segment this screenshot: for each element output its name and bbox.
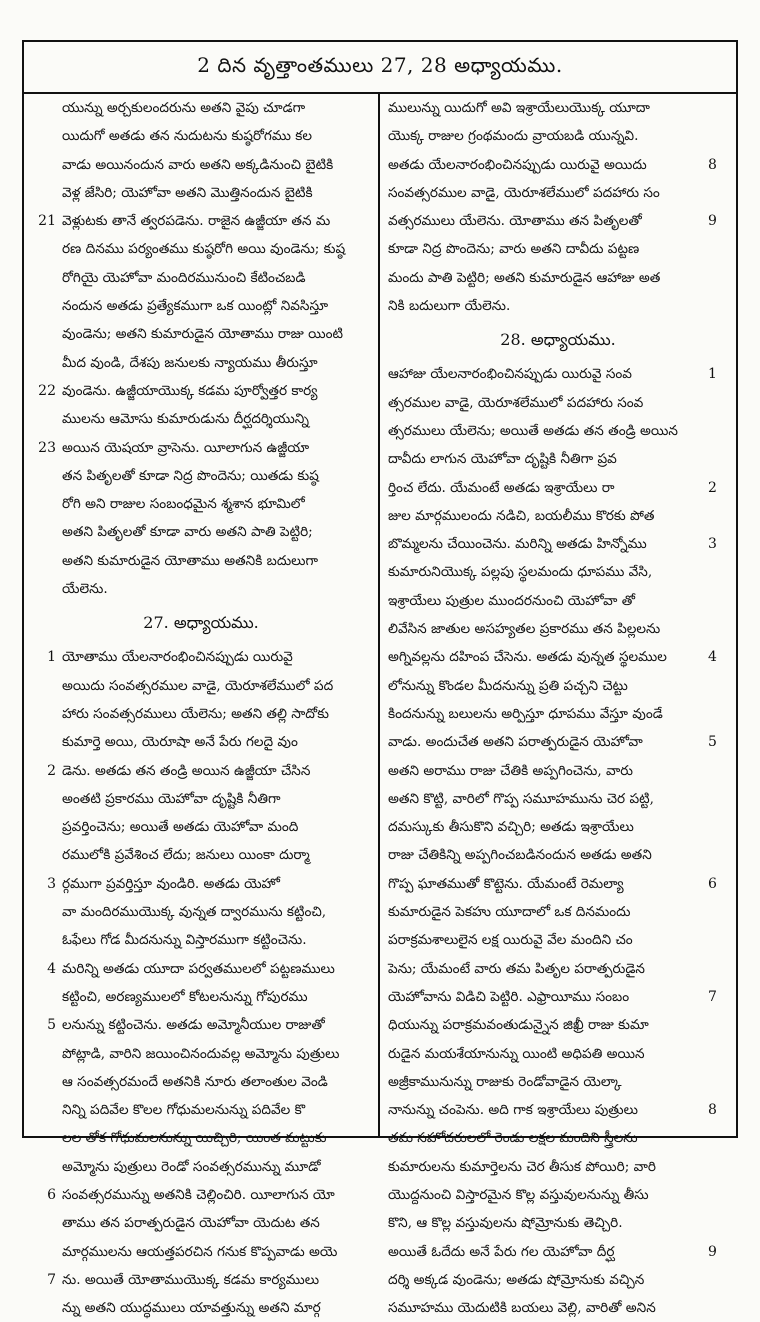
text-line — [388, 530, 728, 558]
line-text: కుమారులను కుమార్తెలను చెర తీసుక పోయిరి; వారి — [388, 1158, 656, 1175]
text-line — [388, 1266, 728, 1294]
line-text: మందు పాతి పెట్టిరి; అతని కుమారుడైన ఆహాజు అత — [388, 269, 661, 286]
text-line — [388, 360, 728, 388]
verse-number: 2 — [47, 762, 56, 779]
verse-number: 4 — [47, 960, 56, 977]
text-line — [388, 389, 728, 417]
text-line — [32, 898, 370, 926]
verse-number: 23 — [38, 439, 56, 456]
text-line — [388, 1040, 728, 1068]
line-text: కిందనున్ను బలులను అర్పిస్తూ ధూపము వేస్తూ వుండే — [388, 705, 663, 722]
line-text: ఇశ్రాయేలు పుత్రుల ముందరనుంచి యెహోవా తో — [388, 592, 636, 609]
text-line — [32, 785, 370, 813]
text-line — [32, 377, 370, 405]
line-text: యోతాము యేలనారంభించినప్పుడు యిరువై — [62, 649, 293, 666]
text-line — [32, 207, 370, 235]
verse-number: 4 — [708, 649, 717, 666]
text-line — [388, 474, 728, 502]
text-line — [388, 1209, 728, 1237]
text-line — [32, 349, 370, 377]
text-line — [32, 1040, 370, 1068]
line-text: అయిదు సంవత్సరముల వాడై, యెరూశలేములో పద — [62, 677, 334, 694]
line-text: సంవత్సరమున్ను అతనికి చెల్లించిరి. యీలాగున యో — [62, 1186, 335, 1203]
text-line — [32, 1181, 370, 1209]
text-line — [388, 122, 728, 150]
line-text: ఆ సంవత్సరమందే అతనికి నూరు తలాంతుల వెండి — [62, 1073, 328, 1090]
line-text: కట్టించి, అరణ్యములలో కోటలనున్ను గోపురము — [62, 988, 308, 1005]
line-text: అజ్రీకామునున్ను రాజుకు రెండోవాడైన యెల్కా — [388, 1073, 622, 1090]
line-text: రోగి అని రాజుల సంబంధమైన శ్మశాన భూమిలో — [62, 496, 305, 513]
line-text: తన పితృలతో కూడా నిద్ర పొందెను; యితడు కుష్ఠ — [62, 467, 319, 484]
text-line — [32, 1238, 370, 1266]
text-line — [32, 1266, 370, 1294]
line-text: ధియున్ను పరాక్రమవంతుడున్నైన జిఖ్రీ రాజు కుమా — [388, 1017, 649, 1034]
line-text: లనున్ను కట్టించెను. అతడు అమ్మోనీయుల రాజుతో — [62, 1017, 325, 1034]
text-line — [32, 870, 370, 898]
text-columns — [24, 92, 736, 1317]
line-text: అతని కొట్టి, వారిలో గొప్ప సమూహమును చెర పట్టి, — [388, 790, 654, 807]
line-text: ఓఫేలు గోడ మీదనున్ను విస్తారముగా కట్టించెను. — [62, 932, 307, 949]
line-text: అతని కుమారుడైన యోతాము అతనికి బదులుగా — [62, 552, 319, 569]
line-text: నానున్ను చంపెను. అది గాక ఇశ్రాయేలు పుత్రులు — [388, 1102, 638, 1119]
text-line — [388, 983, 728, 1011]
line-text: అతని అరాము రాజు చేతికి అప్పగించెను, వారు — [388, 762, 634, 779]
text-line — [32, 1294, 370, 1322]
line-text: పెను; యేమంటే వారు తమ పితృల పరాత్పరుడైన — [388, 960, 645, 977]
text-line — [32, 490, 370, 518]
chapter-heading: 27. అధ్యాయము. — [143, 613, 259, 633]
text-line — [388, 898, 728, 926]
line-text: వెళ్ల జేసిరి; యెహోవా అతని మొత్తినందున బైటికి — [62, 184, 313, 201]
line-text: యిదుగో అతడు తన నుదుటను కుష్ఠరోగము కల — [62, 128, 312, 145]
text-line — [388, 235, 728, 263]
line-text: యొద్దనుంచి విస్తారమైన కొల్ల వస్తువులనున్ను తీసు — [388, 1186, 649, 1203]
line-text: ప్రవర్తించెను; అయితే అతడు యెహోవా మంది — [62, 819, 299, 836]
line-text: కుమార్తె అయి, యెరూషా అనే పేరు గలదై వుం — [62, 734, 298, 751]
line-text: సంవత్సరముల వాడై, యెరూశలేములో పదహారు సం — [388, 184, 660, 201]
line-text: వుండెను. ఉజ్జీయాయొక్క కడమ పూర్వోత్తర కార్య — [62, 382, 318, 399]
line-text: యొక్క రాజుల గ్రంథమందు వ్రాయబడి యున్నవి. — [388, 128, 639, 145]
verse-number: 6 — [708, 875, 717, 892]
text-line — [32, 94, 370, 122]
line-text: గొప్ప ఘాతముతో కొట్టెను. యేమంటే రెమల్యా — [388, 875, 624, 892]
line-text: దర్శి అక్కడ వుండెను; అతడు షోమ్రోనుకు వచ్చిన — [388, 1271, 645, 1288]
text-line — [32, 926, 370, 954]
text-line — [388, 264, 728, 292]
verse-number: 3 — [47, 875, 56, 892]
line-text: లల తోక గోధుమలనున్ను యిచ్చిరి; యింత మట్టుకు — [62, 1130, 327, 1147]
line-text: తమ సహోదరులలో రెండు లక్షల మందిని స్త్రీలను — [388, 1130, 638, 1147]
text-line — [388, 757, 728, 785]
line-text: నందున అతడు ప్రత్యేకముగా ఒక యింట్లో నివసిస్తూ — [62, 298, 329, 315]
line-text: డెను. అతడు తన తండ్రి అయిన ఉజ్జీయా చేసిన — [62, 762, 311, 779]
right-column — [380, 92, 736, 1317]
line-text: త్సరముల వాడై, యెరూశలేములో పదహారు సంవ — [388, 394, 644, 411]
line-text: కూడా నిద్ర పొందెను; వారు అతని దావీదు పట్టణ — [388, 241, 640, 258]
text-line — [32, 235, 370, 263]
line-text: రోగియై యెహోవా మందిరమునుంచి కేటించబడి — [62, 269, 306, 286]
text-line — [388, 1068, 728, 1096]
text-line — [32, 1068, 370, 1096]
text-line — [388, 1294, 728, 1322]
line-text: యేలెను. — [62, 581, 108, 598]
text-line — [388, 1181, 728, 1209]
text-line — [388, 417, 728, 445]
line-text: రాజు చేతికిన్ని అప్పగించబడినందున అతడు అతని — [388, 847, 652, 864]
line-text: పరాక్రమశాలులైన లక్ష యిరువై వేల మందిని చం — [388, 932, 633, 949]
line-text: జుల మార్గములందు నడిచి, బయలీము కొరకు పోత — [388, 507, 655, 524]
text-line — [32, 405, 370, 433]
text-line — [32, 575, 370, 603]
text-line — [388, 700, 728, 728]
line-text: రణ దినము పర్యంతము కుష్ఠరోగి అయి వుండెను; కుష్ఠ — [62, 241, 346, 258]
text-line — [388, 615, 728, 643]
text-line — [32, 264, 370, 292]
running-header — [24, 42, 736, 94]
line-text: వా మందిరముయొక్క వున్నత ద్వారమును కట్టించి, — [62, 904, 327, 921]
verse-number: 1 — [47, 649, 56, 666]
text-line — [32, 547, 370, 575]
text-line — [388, 813, 728, 841]
text-line — [388, 955, 728, 983]
line-text: మరిన్ని అతడు యూదా పర్వతములలో పట్టణములు — [62, 960, 335, 977]
verse-number: 2 — [708, 479, 717, 496]
text-line — [32, 1209, 370, 1237]
text-line — [32, 151, 370, 179]
text-line — [32, 1153, 370, 1181]
line-text: హారు సంవత్సరములు యేలెను; అతని తల్లి సాదోకు — [62, 705, 329, 722]
text-line — [388, 870, 728, 898]
line-text: అయిన యెషయా వ్రాసెను. యీలాగున ఉజ్జీయా — [62, 439, 310, 456]
text-line — [32, 179, 370, 207]
line-text: మీద వుండి, దేశపు జనులకు న్యాయము తీరుస్తూ — [62, 354, 318, 371]
chapter-heading: 28. అధ్యాయము. — [500, 330, 616, 350]
line-text: అయితే ఓదేదు అనే పేరు గల యెహోవా దీర్ఘ — [388, 1243, 615, 1260]
text-line — [32, 320, 370, 348]
left-column — [24, 92, 380, 1317]
verse-number: 3 — [708, 536, 717, 553]
line-text: అగ్నివల్లను దహింప చేసెను. అతడు వున్నత స్థలముల — [388, 649, 667, 666]
line-text: త్సరములు యేలెను; అయితే అతడు తన తండ్రి అయిన — [388, 422, 678, 439]
line-text: అతడు యేలనారంభించినప్పుడు యిరువై అయిదు — [388, 156, 647, 173]
text-line — [388, 587, 728, 615]
line-text: కుమారుడైన పెకహు యూదాలో ఒక దినమందు — [388, 904, 631, 921]
text-line — [32, 292, 370, 320]
text-line — [32, 434, 370, 462]
line-text: అంతటి ప్రకారము యెహోవా దృష్టికి నీతిగా — [62, 790, 281, 807]
line-text: ములను ఆమోసు కుమారుడును దీర్ఘదర్శియున్ని — [62, 411, 309, 428]
text-line — [32, 813, 370, 841]
line-text: రుడైన మయశేయానున్ను యింటి అధిపతి అయిన — [388, 1045, 645, 1062]
verse-number: 5 — [47, 1017, 56, 1034]
verse-number: 21 — [38, 213, 56, 230]
line-text: వాడు అయినందున వారు అతని అక్కడినుంచి బైటికి — [62, 156, 334, 173]
verse-number: 7 — [47, 1271, 56, 1288]
page-title: 2 దిన వృత్తాంతములు 27, 28 అధ్యాయము. — [197, 52, 563, 77]
text-line — [32, 700, 370, 728]
verse-number: 6 — [47, 1186, 56, 1203]
text-line — [388, 502, 728, 530]
line-text: వెళ్లుటకు తానే త్వరపడెను. రాజైన ఉజ్జీయా తన మ — [62, 213, 331, 230]
text-line — [388, 207, 728, 235]
scripture-page — [22, 40, 738, 1317]
line-text: కుమారునియొక్క పల్లపు స్థలమందు ధూపము వేసి, — [388, 564, 653, 581]
verse-number: 7 — [708, 988, 717, 1005]
line-text: యున్ను అర్చకులందరును అతని వైపు చూడగా — [62, 100, 306, 116]
text-line — [388, 728, 728, 756]
text-line — [32, 1124, 370, 1152]
line-text: యెహోవాను విడిచి పెట్టిరి. ఎఫ్రాయీము సంబం — [388, 988, 630, 1005]
verse-number: 1 — [708, 366, 717, 383]
text-line — [32, 983, 370, 1011]
text-line — [388, 1011, 728, 1039]
verse-number: 8 — [708, 1102, 717, 1119]
line-text: వాడు. అందుచేత అతని పరాత్పరుడైన యెహోవా — [388, 734, 643, 751]
text-line — [32, 1096, 370, 1124]
line-text: ర్గముగా ప్రవర్తిస్తూ వుండిరి. అతడు యెహో — [62, 875, 280, 892]
line-text: లివేసిన జాతుల అసహ్యతల ప్రకారము తన పిల్లలను — [388, 621, 661, 638]
line-text: ర్తించ లేదు. యేమంటే అతడు ఇశ్రాయేలు రా — [388, 479, 615, 496]
text-line — [32, 955, 370, 983]
line-text: ములున్ను యిదుగో అవి ఇశ్రాయేలుయొక్క యూదా — [388, 100, 650, 116]
text-line — [388, 179, 728, 207]
line-text: ను. అయితే యోతాముయొక్క కడమ కార్యములు — [62, 1271, 320, 1288]
line-text: మార్గములను ఆయత్తపరచిన గనుక కొప్పవాడు అయె — [62, 1243, 338, 1260]
line-text: బొమ్మలను చేయించెను. మరిన్ని అతడు హిన్నోము — [388, 536, 647, 553]
line-text: అతని పితృలతో కూడా వారు అతని పాతి పెట్టిరి; — [62, 524, 313, 541]
text-line — [32, 728, 370, 756]
line-text: నికి బదులుగా యేలెను. — [388, 298, 511, 315]
text-line — [388, 445, 728, 473]
line-text: దావీదు లాగున యెహోవా దృష్టికి నీతిగా ప్రవ — [388, 451, 617, 468]
line-text: న్ను అతని యుద్ధములు యావత్తున్ను అతని మార్గ — [62, 1300, 321, 1317]
verse-number: 9 — [708, 213, 717, 230]
line-text: కొని, ఆ కొల్ల వస్తువులను షోమ్రోనుకు తెచ్చిరి. — [388, 1215, 623, 1232]
text-line — [32, 643, 370, 671]
verse-number: 9 — [708, 1243, 717, 1260]
text-line — [388, 672, 728, 700]
verse-number: 8 — [708, 156, 717, 173]
text-line — [388, 926, 728, 954]
text-line — [388, 1153, 728, 1181]
text-line — [388, 841, 728, 869]
text-line — [388, 643, 728, 671]
line-text: ఆహాజు యేలనారంభించినప్పుడు యిరువై సంవ — [388, 366, 632, 383]
line-text: అమ్మోను పుత్రులు రెండో సంవత్సరమున్ను మూడో — [62, 1158, 321, 1175]
text-line — [388, 785, 728, 813]
line-text: వత్సరములు యేలెను. యోతాము తన పితృలతో — [388, 213, 642, 230]
line-text: నిన్ని పదివేల కొలల గోధుమలనున్ను పదివేల కొ — [62, 1102, 306, 1119]
line-text: వుండెను; అతని కుమారుడైన యోతాము రాజు యింటి — [62, 326, 343, 343]
text-line — [32, 1011, 370, 1039]
text-line — [388, 558, 728, 586]
text-line — [388, 1096, 728, 1124]
text-line — [32, 462, 370, 490]
verse-number: 5 — [708, 734, 717, 751]
line-text: పోట్లాడి, వారిని జయించినందువల్ల అమ్మోను పుత్రులు — [62, 1045, 340, 1062]
line-text: లోనున్ను కొండల మీదనున్ను ప్రతి పచ్చని చెట్టు — [388, 677, 628, 694]
text-line — [32, 757, 370, 785]
line-text: తాము తన పరాత్పరుడైన యెహోవా యెదుట తన — [62, 1215, 320, 1232]
text-line — [388, 292, 728, 320]
line-text: రములోకి ప్రవేశించ లేదు; జనులు యింకా దుర్మా — [62, 847, 310, 864]
text-line — [32, 518, 370, 546]
text-line — [32, 841, 370, 869]
text-line — [388, 94, 728, 122]
text-line — [388, 151, 728, 179]
line-text: సమూహము యెదుటికి బయలు వెల్లి, వారితో అనిన — [388, 1300, 656, 1317]
text-line — [32, 122, 370, 150]
text-line — [388, 1238, 728, 1266]
text-line — [388, 1124, 728, 1152]
verse-number: 22 — [38, 382, 56, 399]
line-text: దమస్కుకు తీసుకొని వచ్చిరి; అతడు ఇశ్రాయేలు — [388, 819, 634, 836]
text-line — [32, 672, 370, 700]
